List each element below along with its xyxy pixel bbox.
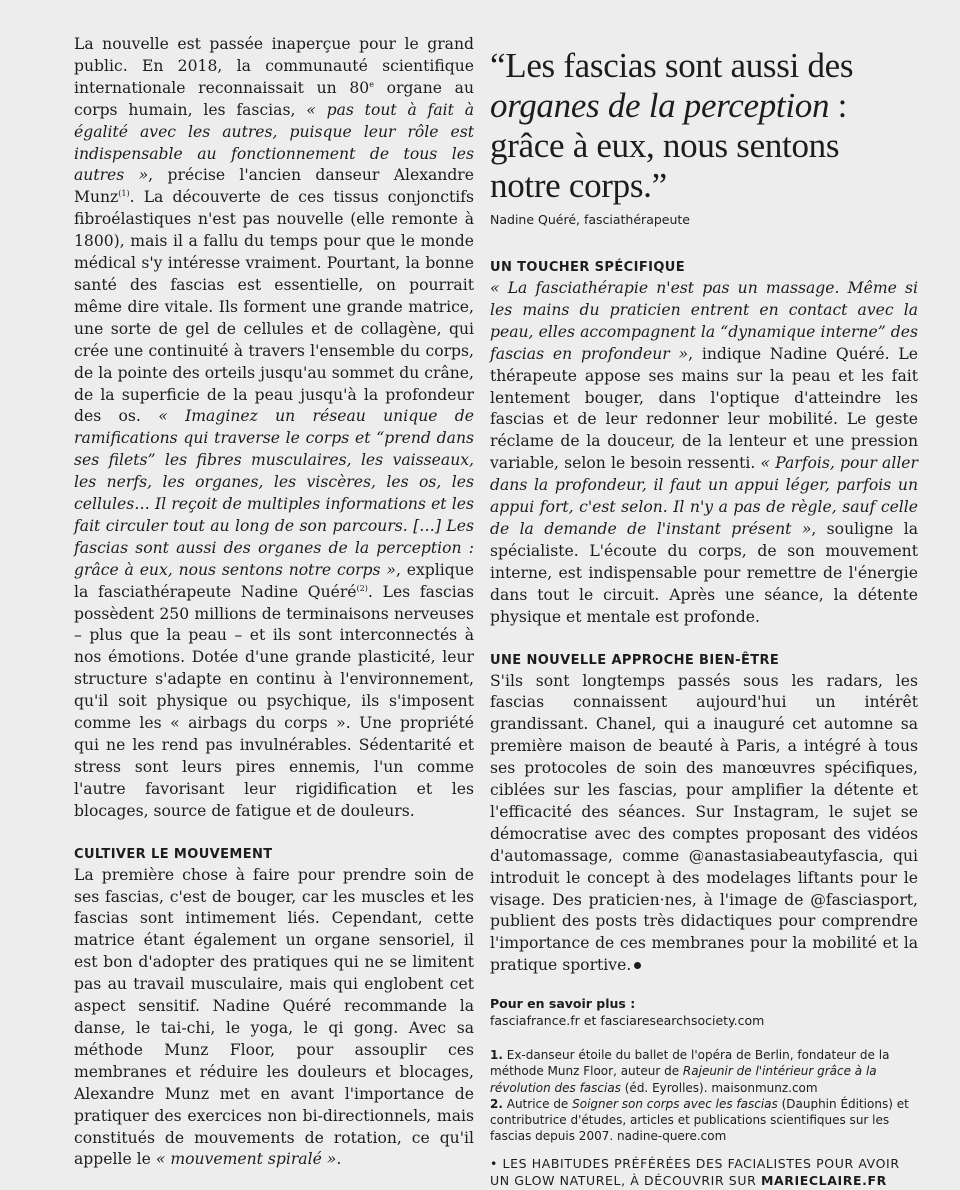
intro-paragraph [74, 34, 474, 823]
pull-quote-text-2: : grâce à eux, nous sentons notre corps.” [490, 86, 848, 205]
footnote-2-book-title: Soigner son corps avec les fascias [572, 1096, 778, 1111]
approche-paragraph [490, 671, 918, 978]
pull-quote [490, 46, 918, 206]
toucher-paragraph [490, 278, 918, 629]
quote-mouvement-spirale: « mouvement spiralé » [155, 1150, 337, 1169]
footnote-1-book-title: Rajeunir de l'intérieur grâce à la révolution des fascias [490, 1064, 877, 1095]
mouvement-text-1: La première chose à faire pour prendre soin de ses fascias, c'est de bouger, car les muscles et les fascias sont intimement liés. Cependant, cette matrice étant également un organe sensoriel, il est bon d'adopter des pratiques qui ne se limitent pas au travail musculaire, mais qui englobent cet aspect sensitif. Nadine Quéré recommande la danse, le tai-chi, le yoga, le qi gong. Avec sa méthode Munz Floor, pour assouplir ces membranes et réduire les douleurs et blocages, Alexandre Munz met en avant l'importance de pratiquer des exercices non bi-directionnels, mais constitués de mouvements de rotation, ce qu'il appelle le [74, 865, 474, 1169]
left-column [74, 34, 474, 1171]
footnote-2-text-2: (Dauphin Éditions) et contributrice d'études, articles et publications scientifiques sur les fascias depuis 2007. nadine-quere.com [490, 1096, 909, 1144]
footnote-1-text-1: Ex-danseur étoile du ballet de l'opéra de Berlin, fondateur de la méthode Munz Floor, auteur de [490, 1048, 890, 1079]
pull-quote-emphasis: organes de la perception [490, 86, 830, 125]
footnote-ref-2: (2) [356, 583, 368, 593]
heading-cultiver-le-mouvement: CULTIVER LE MOUVEMENT [74, 846, 273, 862]
more-info-links: fasciafrance.fr et fasciaresearchsociety.com [490, 1013, 765, 1029]
footnote-1 [490, 1047, 918, 1096]
footnotes [490, 1047, 918, 1144]
right-column [490, 46, 918, 1189]
intro-text-6: . Les fascias possèdent 250 millions de terminaisons nerveuses – plus que la peau – et ils sont interconnectés à nos émotions. Dotée d'une grande plasticité, leur structure s'adapte en continu à l'environnement, qu'il soit physique ou psychique, ils s'imposent comme les « airbags du corps ». Une propriété qui ne les rend pas invulnérables. Sédentarité et stress sont leurs pires ennemis, l'un comme l'autre favorisant leur rigidification et les blocages, source de fatigue et de douleurs. [74, 582, 474, 820]
bullet-end-icon [634, 962, 641, 969]
mouvement-text-2: . [336, 1150, 342, 1169]
footnote-1-number: 1. [490, 1048, 503, 1063]
intro-text-2: organe au corps humain, les fascias, [74, 78, 474, 119]
web-teaser [490, 1156, 918, 1189]
intro-text-4: . La découverte de ces tissus conjonctifs fibroélastiques n'est pas nouvelle (elle remonte à 1800), mais il a fallu du temps pour que le monde médical s'y intéresse vraiment. Pourtant, la bonne santé des fascias est essentielle, on pourrait même dire vitale. Ils forment une grande matrice, une sorte de gel de cellules et de collagène, qui crée une continuité à travers l'ensemble du corps, de la pointe des orteils jusqu'au sommet du crâne, de la superficie de la peau jusqu'à la profondeur des os. [74, 188, 474, 426]
intro-text-1: La nouvelle est passée inaperçue pour le grand public. En 2018, la communauté scientifique internationale reconnaissait un 80 [74, 35, 474, 97]
pull-quote-author: Nadine Quéré, fasciathérapeute [490, 212, 690, 227]
pull-quote-text-1: “Les fascias sont aussi des [490, 46, 854, 85]
teaser-site: MARIECLAIRE.FR [760, 1172, 887, 1188]
footnote-2-text-1: Autrice de [502, 1096, 573, 1111]
heading-nouvelle-approche: UNE NOUVELLE APPROCHE BIEN-ÊTRE [490, 652, 780, 668]
heading-un-toucher-specifique: UN TOUCHER SPÉCIFIQUE [490, 260, 686, 275]
quote-appui: « Parfois, pour aller dans la profondeur, il faut un appui léger, parfois un appui fort, c'est selon. Il n'y a pas de règle, sauf celle de la demande de l'instant présent » [490, 454, 918, 538]
intro-text-5: , explique la fasciathérapeute Nadine Quéré [74, 560, 474, 601]
footnote-2-number: 2. [490, 1096, 503, 1111]
more-info-label: Pour en savoir plus : [490, 996, 636, 1012]
toucher-text-2: , souligne la spécialiste. L'écoute du corps, de son mouvement interne, est indispensable pour remettre de l'énergie dans tout le circuit. Après une séance, la détente physique et mentale est profonde. [490, 519, 918, 626]
mouvement-paragraph [74, 865, 474, 1172]
quote-fasciatherapie: « La fasciathérapie n'est pas un massage. Même si les mains du praticien entrent en contact avec la peau, elles accompagnent la “dynamique interne” des fascias en profondeur » [490, 279, 918, 363]
footnote-ref-1: (1) [118, 189, 130, 199]
quote-quere: « Imaginez un réseau unique de ramifications qui traverse le corps et “prend dans ses filets” les fibres musculaires, les vaisseaux, les nerfs, les organes, les viscères, les os, les cellules… Il reçoit de multiples informations et les fait circuler tout au long de son parcours. […] Les fascias sont aussi des organes de la perception : grâce à eux, nous sentons notre corps » [74, 407, 474, 579]
teaser-text: • LES HABITUDES PRÉFÉRÉES DES FACIALISTES POUR AVOIR UN GLOW NATUREL, À DÉCOUVRIR SUR [490, 1156, 900, 1188]
intro-text-3: , précise l'ancien danseur Alexandre Munz [74, 166, 474, 207]
footnote-1-text-2: (éd. Eyrolles). maisonmunz.com [620, 1080, 818, 1095]
approche-text: S'ils sont longtemps passés sous les radars, les fascias connaissent aujourd'hui un intérêt grandissant. Chanel, qui a inauguré cet automne sa première maison de beauté à Paris, a intégré à tous ses protocoles de soin des manœuvres spécifiques, ciblées sur les fascias, pour amplifier la détente et l'efficacité des séances. Sur Instagram, le sujet se démocratise avec des comptes proposant des vidéos d'automassage, comme @anastasiabeautyfascia, qui introduit le concept à des modelages liftants pour le visage. Des praticien·nes, à l'image de @fasciasport, publient des posts très didactiques pour comprendre l'importance de ces membranes pour la mobilité et la pratique sportive. [490, 671, 918, 975]
footnote-2 [490, 1096, 918, 1145]
quote-munz: « pas tout à fait à égalité avec les autres, puisque leur rôle est indispensable au fonctionnement de tous les autres » [74, 100, 474, 185]
toucher-text-1: , indique Nadine Quéré. Le thérapeute appose ses mains sur la peau et les fait lentement bouger, dans l'optique d'atteindre les fascias et de leur redonner leur mobilité. Le geste réclame de la douceur, de la lenteur et une pression variable, selon le besoin ressenti. [490, 344, 918, 473]
ordinal-superscript: e [369, 79, 374, 89]
